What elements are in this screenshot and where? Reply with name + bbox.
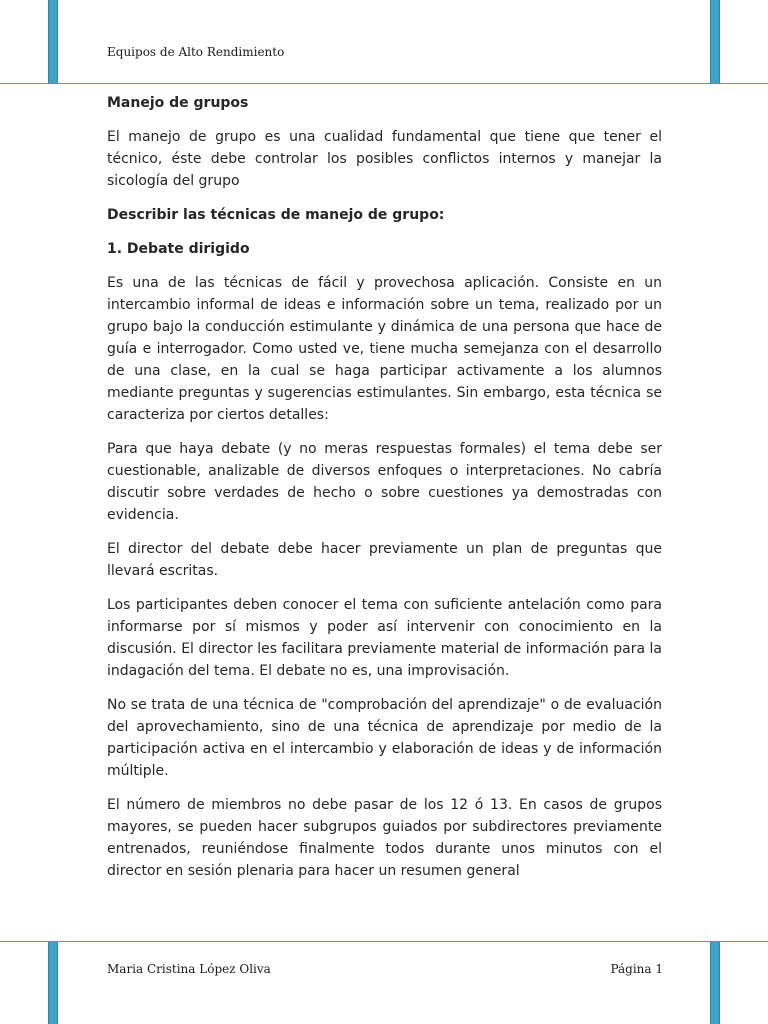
section-heading-manejo: Manejo de grupos	[107, 95, 249, 111]
paragraph-2: Para que haya debate (y no meras respuestas formales) el tema debe ser cuestionable, analizable de diversos enfoques o interpretaciones. No cabría discutir sobre verdades de hecho o sobre cuestiones ya demostradas con evidencia.	[107, 441, 662, 523]
paragraph-6: El número de miembros no debe pasar de los 12 ó 13. En casos de grupos mayores, se pueden hacer subgrupos guiados por subdirectores previamente entrenados, reuniéndose finalmente todos durante unos minutos con el director en sesión plenaria para hacer un resumen general	[107, 797, 662, 879]
header-right-accent-bar	[710, 0, 720, 84]
paragraph-4: Los participantes deben conocer el tema con suficiente antelación como para informarse por sí mismos y poder así intervenir con conocimiento en la discusión. El director les facilitara previamente material de información para la indagación del tema. El debate no es, una improvisación.	[107, 597, 662, 679]
section-heading-tecnicas: Describir las técnicas de manejo de grupo:	[107, 207, 445, 223]
footer-rule	[0, 941, 768, 942]
document-header-title: Equipos de Alto Rendimiento	[107, 45, 285, 59]
footer-right-accent-bar	[710, 942, 720, 1024]
intro-paragraph: El manejo de grupo es una cualidad fundamental que tiene que tener el técnico, éste debe controlar los posibles conflictos internos y manejar la sicología del grupo	[107, 129, 662, 189]
footer-page-number: Página 1	[610, 962, 663, 976]
paragraph-3: El director del debate debe hacer previamente un plan de preguntas que llevará escritas.	[107, 541, 662, 579]
paragraph-1: Es una de las técnicas de fácil y provechosa aplicación. Consiste en un intercambio informal de ideas e información sobre un tema, realizado por un grupo bajo la conducción estimulante y dinámica de una persona que hace de guía e interrogador. Como usted ve, tiene mucha semejanza con el desarrollo de una clase, en la cual se haga participar activamente a los alumnos mediante preguntas y sugerencias estimulantes. Sin embargo, esta técnica se caracteriza por ciertos detalles:	[107, 275, 662, 423]
header-rule	[0, 83, 768, 84]
subheading-debate-dirigido: 1. Debate dirigido	[107, 241, 250, 257]
header-left-accent-bar	[48, 0, 58, 84]
footer-left-accent-bar	[48, 942, 58, 1024]
paragraph-5: No se trata de una técnica de "comprobación del aprendizaje" o de evaluación del aprovechamiento, sino de una técnica de aprendizaje por medio de la participación activa en el intercambio y elaboración de ideas y de información múltiple.	[107, 697, 662, 779]
footer-author: Maria Cristina López Oliva	[107, 962, 271, 976]
page-content	[107, 92, 662, 894]
